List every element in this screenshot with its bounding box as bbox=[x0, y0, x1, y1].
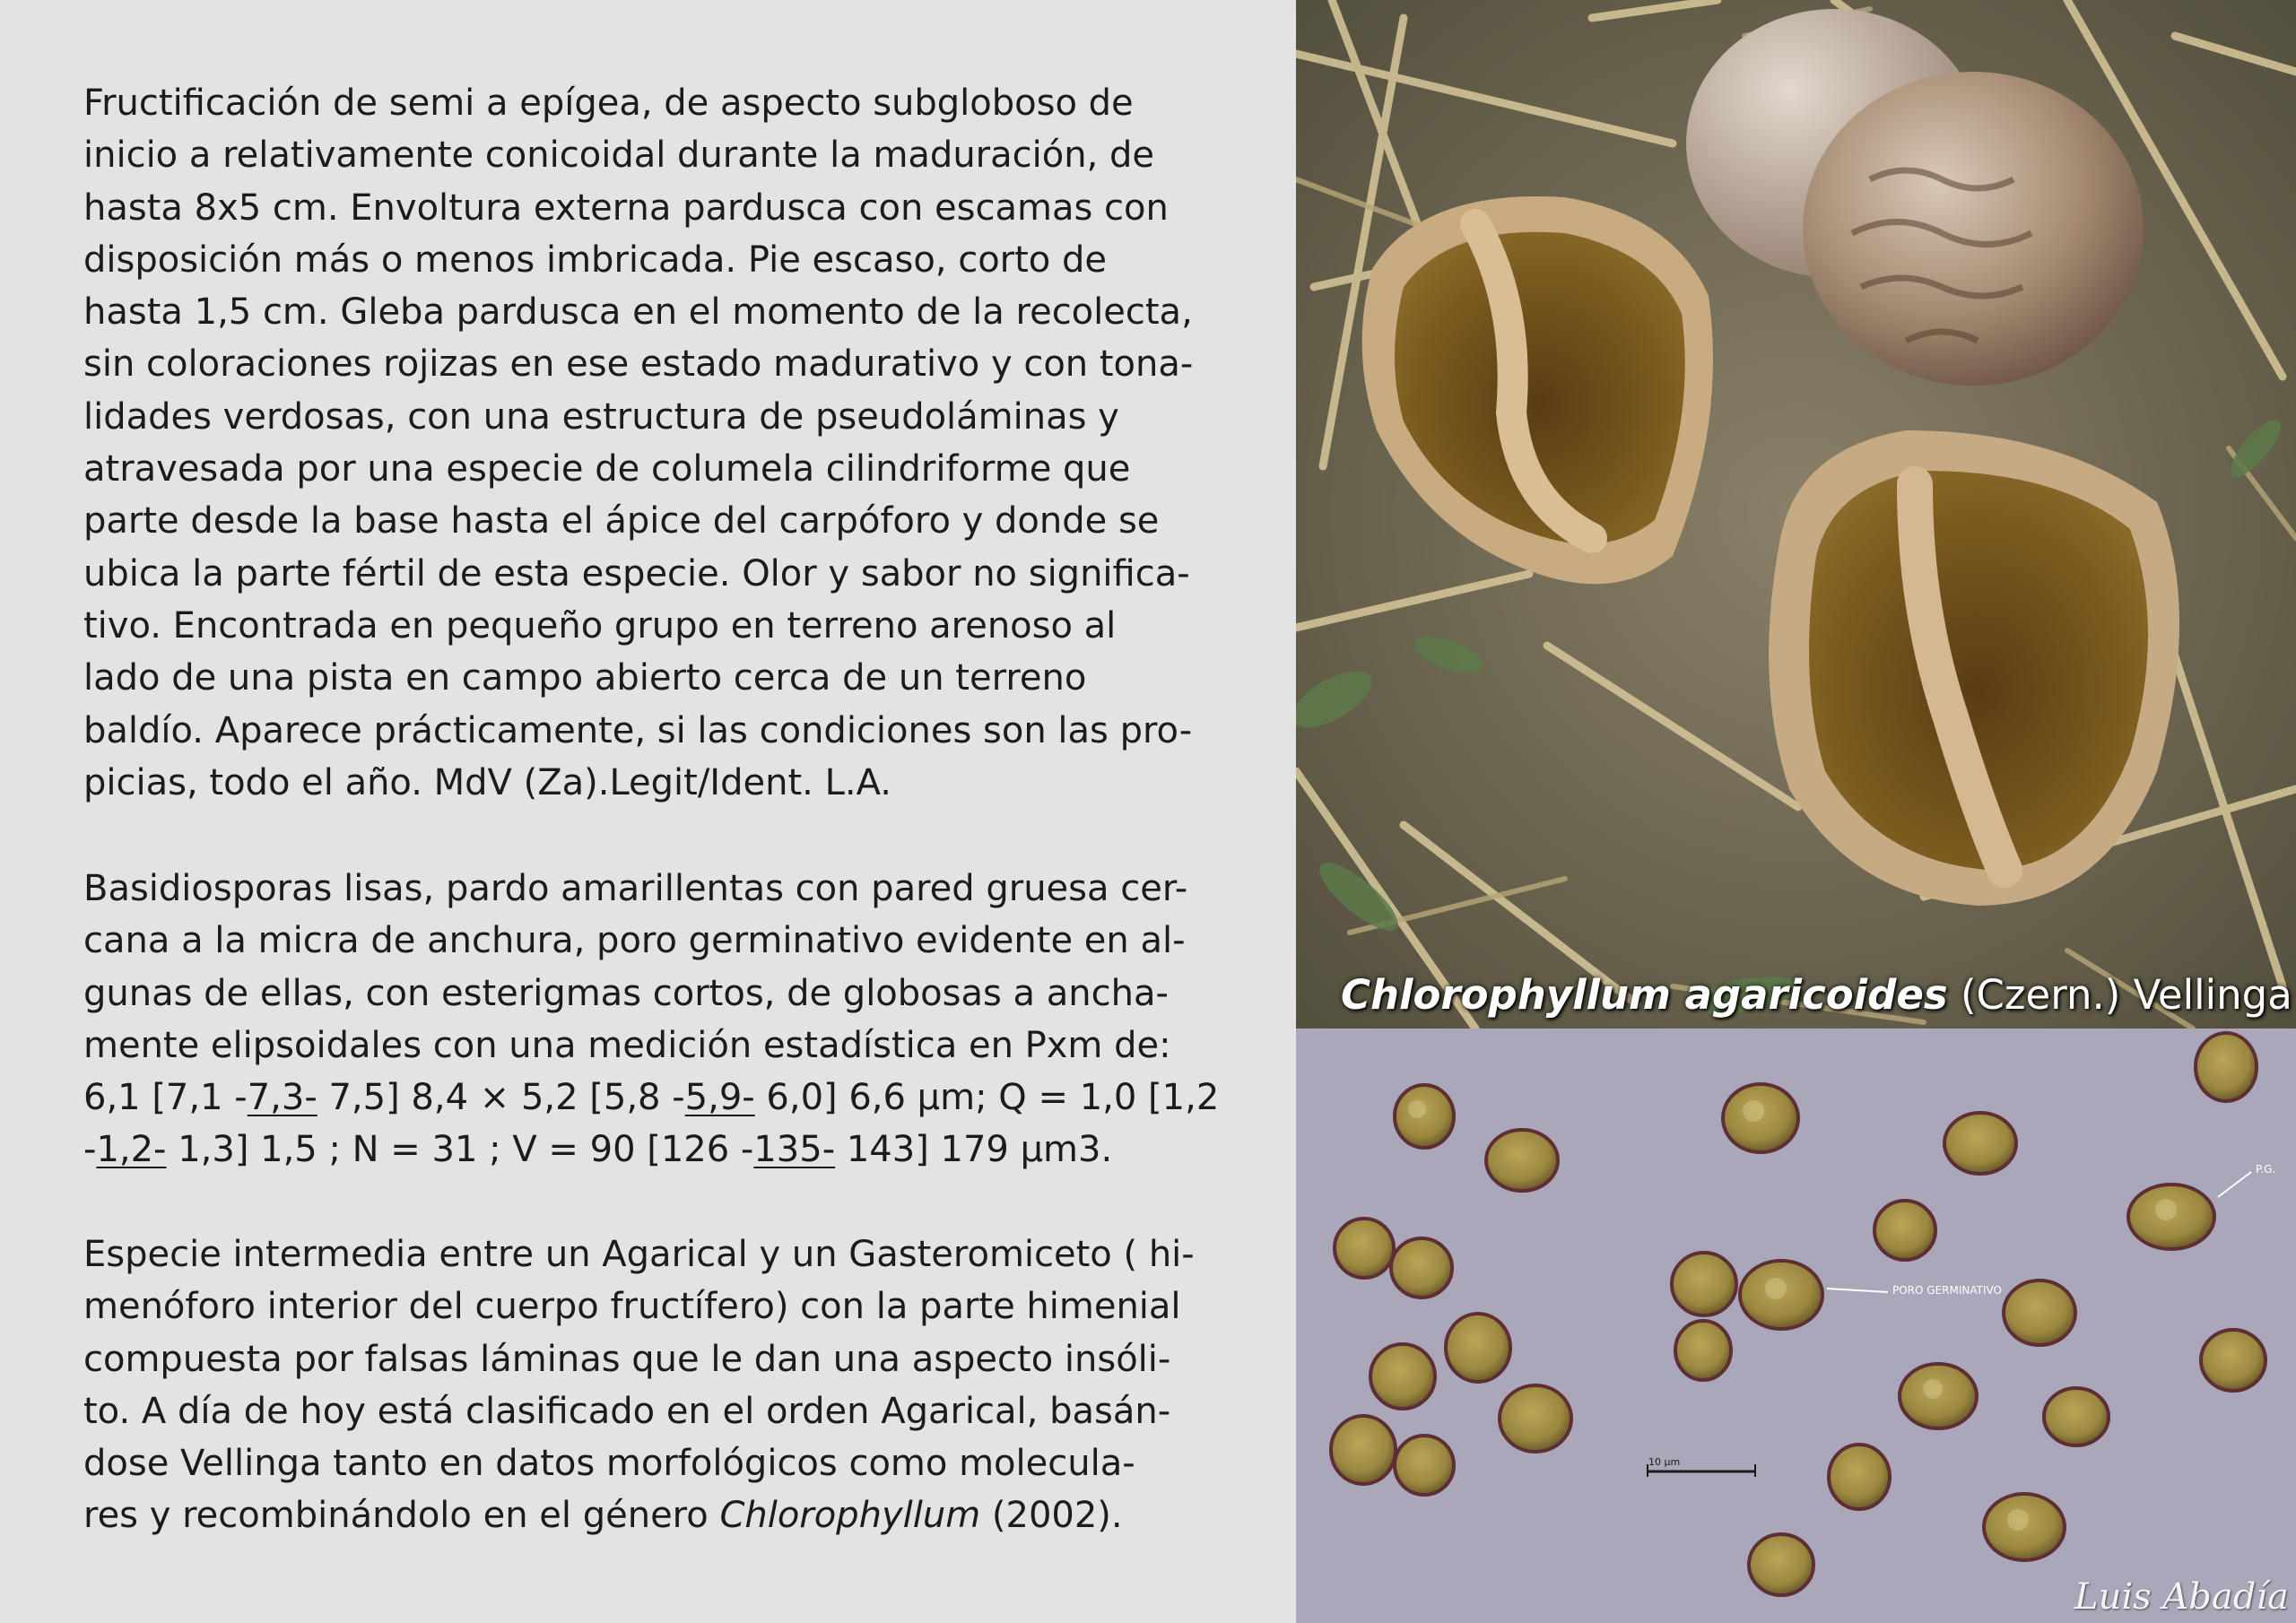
measure-text: 1,3] 1,5 ; N = 31 ; V = 90 [126 - bbox=[166, 1129, 754, 1171]
taxonomy-paragraph bbox=[83, 1228, 1258, 1542]
text-line: gunas de ellas, con esterigmas cortos, de globosas a ancha- bbox=[83, 972, 1169, 1014]
spore-micrograph bbox=[1296, 1028, 2296, 1623]
germ-pore-abbrev-label: P.G. bbox=[2256, 1163, 2276, 1176]
photo-caption bbox=[1341, 970, 2292, 1020]
measure-text: 7,5] 8,4 × 5,2 [5,8 - bbox=[317, 1077, 685, 1119]
text-line: sin coloraciones rojizas en ese estado madurativo y con tona- bbox=[83, 343, 1194, 386]
specimen-photo bbox=[1296, 0, 2296, 1028]
text-line bbox=[83, 1489, 1258, 1541]
spore-measurement-line bbox=[83, 1072, 1258, 1124]
text-line: compuesta por falsas láminas que le dan una aspecto insóli- bbox=[83, 1338, 1171, 1380]
measure-text: 143] 179 µm3. bbox=[835, 1129, 1113, 1171]
microscopy-paragraph bbox=[83, 863, 1258, 1176]
text-line: inicio a relativamente conicoidal durante la maduración, de bbox=[83, 135, 1154, 177]
scale-bar-label: 10 µm bbox=[1648, 1456, 1681, 1468]
text-segment: (2002). bbox=[980, 1495, 1123, 1537]
text-line: ubica la parte fértil de esta especie. Olor y sabor no significa- bbox=[83, 552, 1190, 595]
measure-mean-v: 135- bbox=[753, 1129, 836, 1171]
genus-name: Chlorophyllum bbox=[719, 1495, 981, 1537]
text-line: parte desde la base hasta el ápice del carpóforo y donde se bbox=[83, 500, 1160, 542]
text-line: lidades verdosas, con una estructura de pseudoláminas y bbox=[83, 395, 1119, 438]
text-line: hasta 8x5 cm. Envoltura externa pardusca con escamas con bbox=[83, 187, 1169, 229]
species-author: (Czern.) Vellinga bbox=[1947, 971, 2292, 1019]
measure-mean-length: 7,3- bbox=[247, 1077, 317, 1119]
text-line: menóforo interior del cuerpo fructífero) con la parte himenial bbox=[83, 1286, 1181, 1328]
text-line: Basidiosporas lisas, pardo amarillentas con pared gruesa cer- bbox=[83, 868, 1188, 909]
text-line: disposición más o menos imbricada. Pie escaso, corto de bbox=[83, 239, 1107, 281]
text-line: tivo. Encontrada en pequeño grupo en terreno arenoso al bbox=[83, 604, 1117, 647]
text-line: picias, todo el año. MdV (Za).Legit/Ident. L.A. bbox=[83, 761, 891, 803]
germ-pore-label: PORO GERMINATIVO bbox=[1892, 1284, 2002, 1297]
text-line: lado de una pista en campo abierto cerca de un terreno bbox=[83, 657, 1087, 699]
text-line: Especie intermedia entre un Agarical y un Gasteromiceto ( hi- bbox=[83, 1234, 1195, 1275]
specimen-photo-illustration bbox=[1296, 0, 2296, 1028]
text-line: to. A día de hoy está clasificado en el orden Agarical, basán- bbox=[83, 1390, 1171, 1432]
macroscopy-paragraph bbox=[83, 77, 1258, 809]
measure-text: 6,0] 6,6 µm; Q = 1,0 [1,2 bbox=[754, 1077, 1220, 1119]
spore-micrograph-illustration bbox=[1296, 1028, 2296, 1623]
text-line: dose Vellinga tanto en datos morfológicos como molecula- bbox=[83, 1443, 1135, 1485]
measure-mean-width: 5,9- bbox=[684, 1077, 755, 1119]
spore-ratio-line bbox=[83, 1124, 1258, 1176]
text-line: cana a la micra de anchura, poro germinativo evidente en al- bbox=[83, 920, 1186, 962]
measure-mean-q: 1,2- bbox=[96, 1129, 167, 1171]
text-line: hasta 1,5 cm. Gleba pardusca en el momento de la recolecta, bbox=[83, 291, 1193, 334]
author-signature: Luis Abadía bbox=[2074, 1576, 2289, 1618]
text-line: Fructificación de semi a epígea, de aspecto subgloboso de bbox=[83, 82, 1134, 124]
text-line: mente elipsoidales con una medición estadística en Pxm de: bbox=[83, 1024, 1171, 1066]
text-line: atravesada por una especie de columela cilindriforme que bbox=[83, 448, 1131, 490]
species-name: Chlorophyllum agaricoides bbox=[1341, 971, 1948, 1019]
measure-text: 6,1 [7,1 - bbox=[83, 1077, 248, 1119]
text-line: baldío. Aparece prácticamente, si las condiciones son las pro- bbox=[83, 709, 1193, 751]
text-segment: res y recombinándolo en el género bbox=[83, 1495, 720, 1537]
measure-text: - bbox=[83, 1129, 97, 1171]
